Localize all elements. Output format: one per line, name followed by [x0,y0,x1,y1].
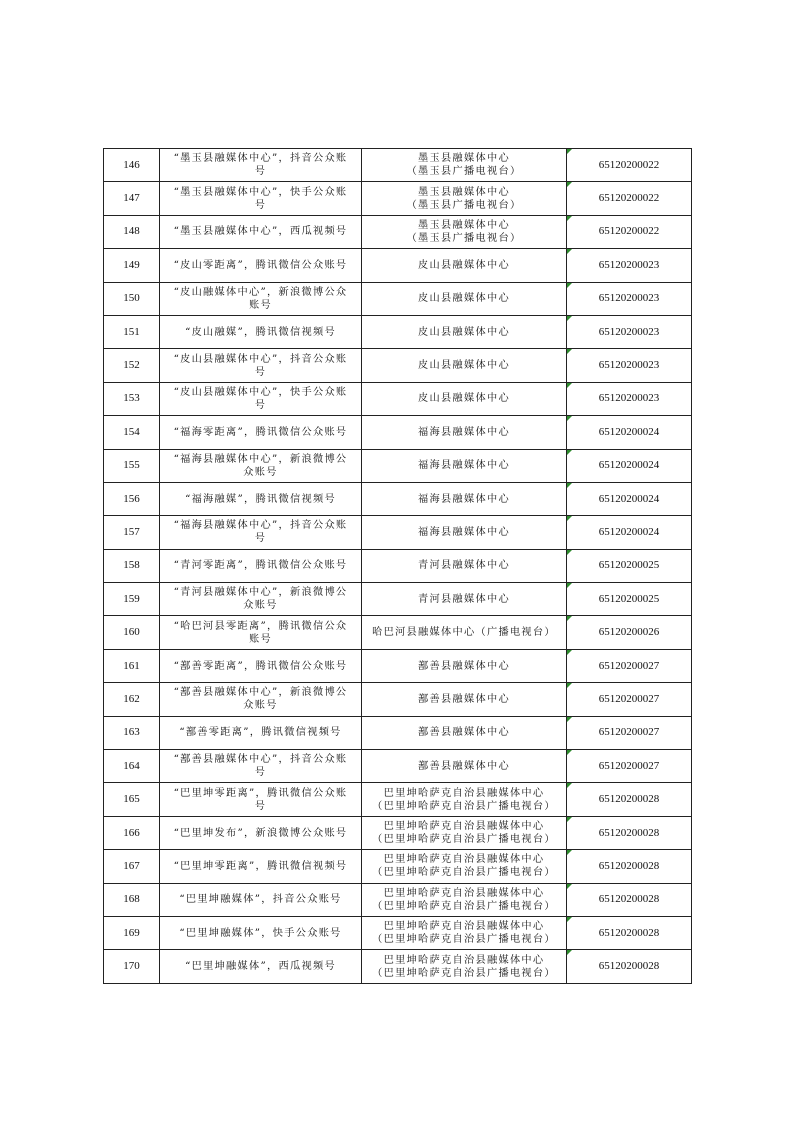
table-row [104,649,692,682]
row-number-cell: 169 [104,916,160,949]
table-row [104,916,692,949]
row-number-cell: 154 [104,416,160,449]
organization-cell: 哈巴河县融媒体中心（广播电视台） [362,616,567,649]
code-cell: 65120200022 [567,182,692,215]
row-number-cell: 162 [104,683,160,716]
organization-cell: 皮山县融媒体中心 [362,282,567,315]
row-number-cell: 164 [104,750,160,783]
code-cell: 65120200028 [567,916,692,949]
account-name-cell: “鄯善零距离”，腾讯微信视频号 [160,716,362,749]
account-name-cell: “皮山融媒体中心”，新浪微博公众账号 [160,282,362,315]
table-row [104,249,692,282]
row-number-cell: 163 [104,716,160,749]
account-name-cell: “皮山零距离”，腾讯微信公众账号 [160,249,362,282]
table-row [104,349,692,382]
account-name-cell: “哈巴河县零距离”，腾讯微信公众账号 [160,616,362,649]
table-row [104,716,692,749]
account-name-cell: “巴里坤零距离”，腾讯微信视频号 [160,850,362,883]
organization-cell: 福海县融媒体中心 [362,482,567,515]
row-number-cell: 158 [104,549,160,582]
account-name-cell: “鄯善县融媒体中心”，新浪微博公众账号 [160,683,362,716]
row-number-cell: 149 [104,249,160,282]
row-number-cell: 167 [104,850,160,883]
accounts-table [103,148,692,984]
row-number-cell: 152 [104,349,160,382]
code-cell: 65120200028 [567,783,692,816]
code-cell: 65120200028 [567,950,692,983]
table-row [104,583,692,616]
account-name-cell: “福海县融媒体中心”，新浪微博公众账号 [160,449,362,482]
row-number-cell: 156 [104,482,160,515]
table-row [104,883,692,916]
table-row [104,549,692,582]
organization-cell: 福海县融媒体中心 [362,516,567,549]
account-name-cell: “福海县融媒体中心”，抖音公众账号 [160,516,362,549]
code-cell: 65120200025 [567,549,692,582]
organization-cell: 鄯善县融媒体中心 [362,683,567,716]
account-name-cell: “鄯善零距离”，腾讯微信公众账号 [160,649,362,682]
account-name-cell: “青河县融媒体中心”，新浪微博公众账号 [160,583,362,616]
account-name-cell: “皮山县融媒体中心”，抖音公众账号 [160,349,362,382]
row-number-cell: 161 [104,649,160,682]
code-cell: 65120200023 [567,349,692,382]
organization-cell: 鄯善县融媒体中心 [362,716,567,749]
account-name-cell: “墨玉县融媒体中心”，快手公众账号 [160,182,362,215]
code-cell: 65120200023 [567,382,692,415]
code-cell: 65120200027 [567,649,692,682]
organization-cell: 墨玉县融媒体中心 （墨玉县广播电视台） [362,182,567,215]
organization-cell: 皮山县融媒体中心 [362,315,567,348]
account-name-cell: “福海融媒”，腾讯微信视频号 [160,482,362,515]
table-row [104,683,692,716]
table-row [104,149,692,182]
code-cell: 65120200026 [567,616,692,649]
row-number-cell: 155 [104,449,160,482]
row-number-cell: 147 [104,182,160,215]
table-row [104,182,692,215]
row-number-cell: 157 [104,516,160,549]
code-cell: 65120200023 [567,315,692,348]
row-number-cell: 148 [104,215,160,248]
organization-cell: 墨玉县融媒体中心 （墨玉县广播电视台） [362,215,567,248]
account-name-cell: “福海零距离”，腾讯微信公众账号 [160,416,362,449]
table-row [104,616,692,649]
organization-cell: 鄯善县融媒体中心 [362,649,567,682]
table-row [104,416,692,449]
organization-cell: 皮山县融媒体中心 [362,349,567,382]
account-name-cell: “墨玉县融媒体中心”，西瓜视频号 [160,215,362,248]
organization-cell: 巴里坤哈萨克自治县融媒体中心 （巴里坤哈萨克自治县广播电视台） [362,916,567,949]
row-number-cell: 153 [104,382,160,415]
row-number-cell: 151 [104,315,160,348]
code-cell: 65120200025 [567,583,692,616]
organization-cell: 皮山县融媒体中心 [362,382,567,415]
code-cell: 65120200022 [567,149,692,182]
code-cell: 65120200024 [567,482,692,515]
organization-cell: 墨玉县融媒体中心 （墨玉县广播电视台） [362,149,567,182]
table-row [104,482,692,515]
table-row [104,315,692,348]
account-name-cell: “巴里坤融媒体”，快手公众账号 [160,916,362,949]
code-cell: 65120200022 [567,215,692,248]
code-cell: 65120200024 [567,416,692,449]
code-cell: 65120200024 [567,516,692,549]
table-body [104,149,692,984]
table-row [104,215,692,248]
account-name-cell: “巴里坤融媒体”，抖音公众账号 [160,883,362,916]
row-number-cell: 168 [104,883,160,916]
account-name-cell: “鄯善县融媒体中心”，抖音公众账号 [160,750,362,783]
code-cell: 65120200027 [567,683,692,716]
table-row [104,750,692,783]
organization-cell: 巴里坤哈萨克自治县融媒体中心 （巴里坤哈萨克自治县广播电视台） [362,850,567,883]
account-name-cell: “巴里坤发布”，新浪微博公众账号 [160,816,362,849]
code-cell: 65120200023 [567,249,692,282]
code-cell: 65120200024 [567,449,692,482]
row-number-cell: 170 [104,950,160,983]
organization-cell: 巴里坤哈萨克自治县融媒体中心 （巴里坤哈萨克自治县广播电视台） [362,883,567,916]
table-row [104,816,692,849]
row-number-cell: 160 [104,616,160,649]
organization-cell: 巴里坤哈萨克自治县融媒体中心 （巴里坤哈萨克自治县广播电视台） [362,783,567,816]
account-name-cell: “巴里坤融媒体”，西瓜视频号 [160,950,362,983]
code-cell: 65120200027 [567,716,692,749]
organization-cell: 福海县融媒体中心 [362,449,567,482]
code-cell: 65120200027 [567,750,692,783]
table-row [104,516,692,549]
organization-cell: 皮山县融媒体中心 [362,249,567,282]
table-row [104,950,692,983]
code-cell: 65120200028 [567,816,692,849]
row-number-cell: 146 [104,149,160,182]
row-number-cell: 166 [104,816,160,849]
organization-cell: 青河县融媒体中心 [362,583,567,616]
organization-cell: 巴里坤哈萨克自治县融媒体中心 （巴里坤哈萨克自治县广播电视台） [362,816,567,849]
table-row [104,382,692,415]
organization-cell: 巴里坤哈萨克自治县融媒体中心 （巴里坤哈萨克自治县广播电视台） [362,950,567,983]
table-row [104,783,692,816]
table-row [104,282,692,315]
account-name-cell: “巴里坤零距离”，腾讯微信公众账号 [160,783,362,816]
row-number-cell: 159 [104,583,160,616]
organization-cell: 青河县融媒体中心 [362,549,567,582]
code-cell: 65120200028 [567,883,692,916]
table-row [104,850,692,883]
account-name-cell: “皮山县融媒体中心”，快手公众账号 [160,382,362,415]
organization-cell: 福海县融媒体中心 [362,416,567,449]
code-cell: 65120200023 [567,282,692,315]
code-cell: 65120200028 [567,850,692,883]
organization-cell: 鄯善县融媒体中心 [362,750,567,783]
row-number-cell: 150 [104,282,160,315]
table-row [104,449,692,482]
row-number-cell: 165 [104,783,160,816]
account-name-cell: “皮山融媒”，腾讯微信视频号 [160,315,362,348]
account-name-cell: “墨玉县融媒体中心”，抖音公众账号 [160,149,362,182]
account-name-cell: “青河零距离”，腾讯微信公众账号 [160,549,362,582]
